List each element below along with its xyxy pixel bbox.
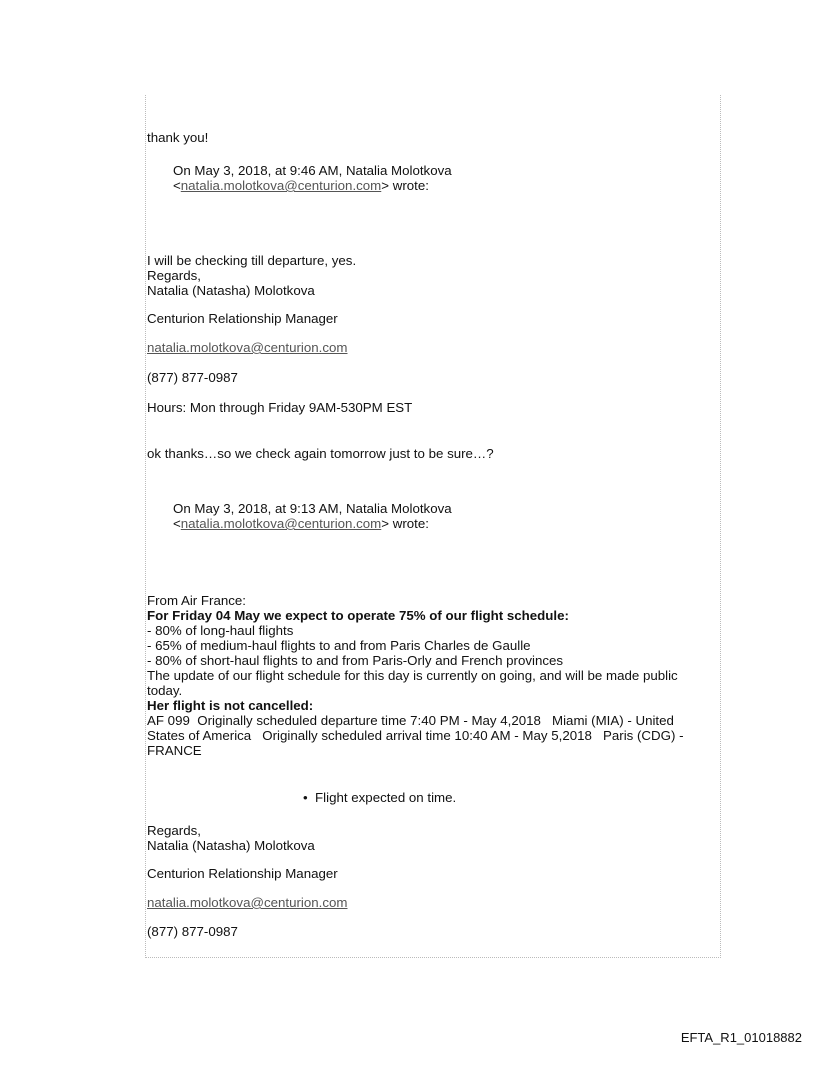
body-line: today. <box>147 683 183 698</box>
body-text: I will be checking till departure, yes. <box>147 253 357 268</box>
wrote-label: wrote: <box>392 516 429 531</box>
wrote-label: wrote: <box>392 178 429 193</box>
bullet-item <box>303 790 456 805</box>
quote-header: On May 3, 2018, at 9:13 AM, Natalia Molotkova <box>173 501 452 516</box>
signature-phone: (877) 877-0987 <box>147 924 238 939</box>
body-line: - 80% of short-haul flights to and from Paris-Orly and French provinces <box>147 653 564 668</box>
signature-title: Centurion Relationship Manager <box>147 866 338 881</box>
body-line: The update of our flight schedule for this day is currently on going, and will be made public <box>147 668 678 683</box>
document-id-footer: EFTA_R1_01018882 <box>680 1030 802 1045</box>
body-heading: Her flight is not cancelled: <box>147 698 314 713</box>
reply-text: ok thanks…so we check again tomorrow just to be sure…? <box>147 446 494 461</box>
bullet-text: Flight expected on time. <box>315 790 457 805</box>
signature-title: Centurion Relationship Manager <box>147 311 338 326</box>
body-line: - 80% of long-haul flights <box>147 623 294 638</box>
body-line: FRANCE <box>147 743 202 758</box>
signature-email-link[interactable]: natalia.molotkova@centurion.com <box>147 895 348 910</box>
reply-text: thank you! <box>147 130 209 145</box>
signature-name: Natalia (Natasha) Molotkova <box>147 283 315 298</box>
sender-email-link[interactable]: natalia.molotkova@centurion.com <box>180 516 382 531</box>
signoff: Regards, <box>147 823 201 838</box>
signature-hours: Hours: Mon through Friday 9AM-530PM EST <box>147 400 413 415</box>
bullet-icon: • <box>303 790 308 805</box>
signoff: Regards, <box>147 268 201 283</box>
signature-name: Natalia (Natasha) Molotkova <box>147 838 315 853</box>
signature-email-link[interactable]: natalia.molotkova@centurion.com <box>147 340 348 355</box>
body-line: From Air France: <box>147 593 247 608</box>
quote-header: On May 3, 2018, at 9:46 AM, Natalia Molotkova <box>173 163 452 178</box>
body-line: States of America Originally scheduled arrival time 10:40 AM - May 5,2018 Paris (CDG) - <box>147 728 684 743</box>
sender-email-link[interactable]: natalia.molotkova@centurion.com <box>180 178 382 193</box>
quote-sender: <natalia.molotkova@centurion.com> wrote: <box>173 516 429 531</box>
quote-sender: <natalia.molotkova@centurion.com> wrote: <box>173 178 429 193</box>
body-line: AF 099 Originally scheduled departure time 7:40 PM - May 4,2018 Miami (MIA) - United <box>147 713 674 728</box>
body-heading: For Friday 04 May we expect to operate 75% of our flight schedule: <box>147 608 569 623</box>
signature-phone: (877) 877-0987 <box>147 370 238 385</box>
body-line: - 65% of medium-haul flights to and from Paris Charles de Gaulle <box>147 638 531 653</box>
